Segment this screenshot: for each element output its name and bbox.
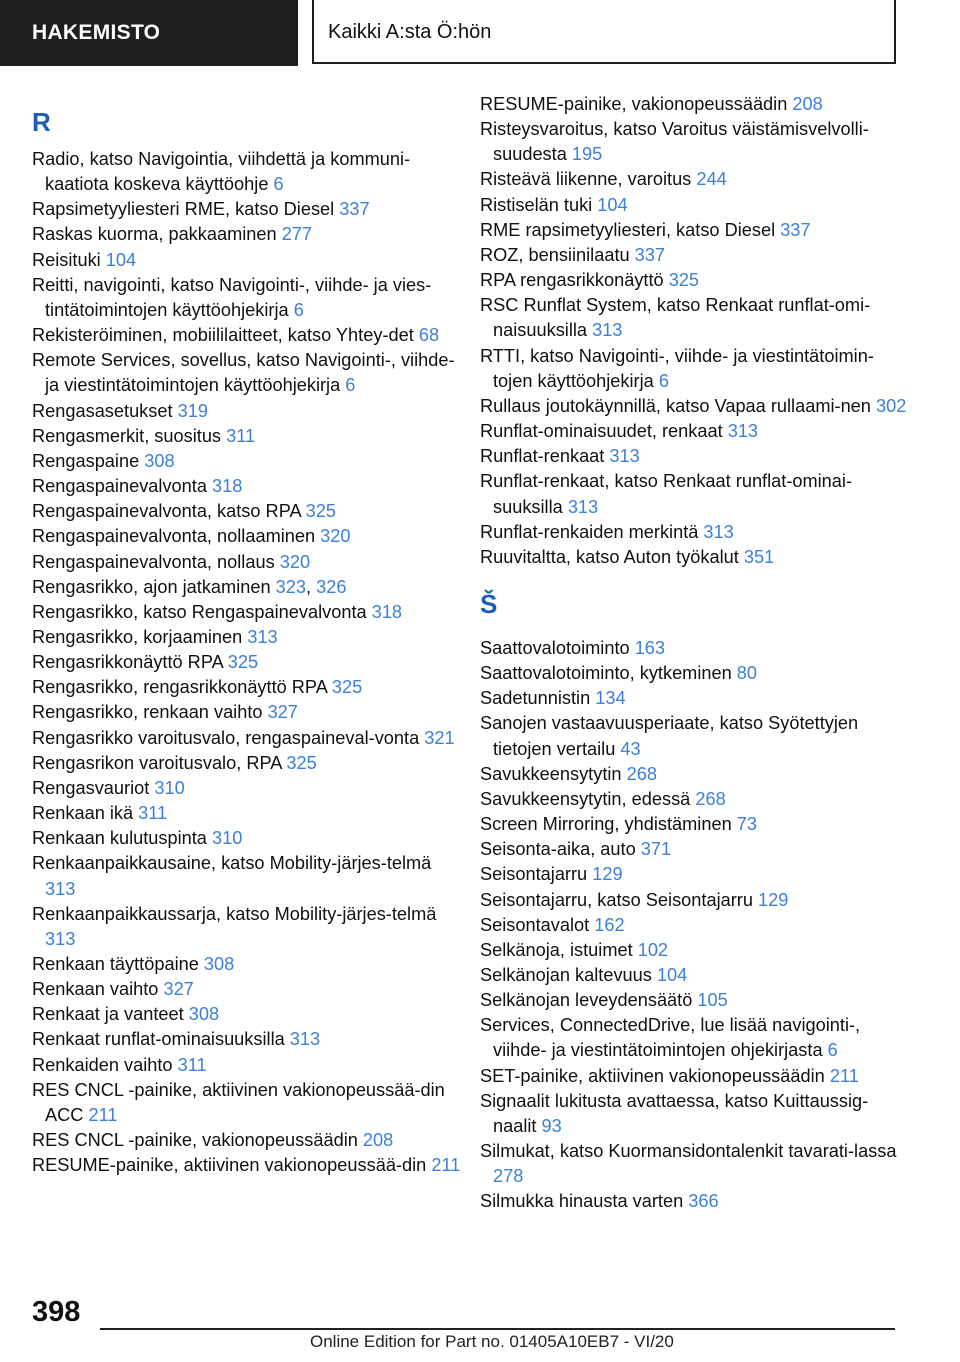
page-link[interactable]: 129: [758, 889, 789, 910]
page-link[interactable]: 366: [688, 1191, 719, 1212]
index-entry: [32, 323, 462, 348]
entry-text: Seisontajarru, katso Seisontajarru: [480, 889, 759, 910]
page-separator: ,: [306, 576, 317, 597]
page-link[interactable]: 371: [640, 839, 672, 860]
entry-text: Rengasrikko, korjaaminen: [32, 626, 248, 647]
entry-text: Savukkeensytytin, edessä: [480, 788, 696, 809]
index-entry: [480, 938, 910, 963]
index-column-left: [32, 92, 462, 1178]
entry-text: Rullaus joutokäynnillä, katso Vapaa rullaami-nen: [480, 395, 876, 416]
entry-text: Rengasrikko varoitusvalo, rengaspaineval-vonta: [32, 727, 425, 748]
entry-text: ROZ, bensiinilaatu: [480, 244, 635, 265]
page-link[interactable]: 6: [658, 370, 669, 391]
index-entry: [480, 520, 910, 545]
footer-divider: [100, 1328, 895, 1330]
index-entry: [32, 801, 462, 826]
entry-text: Ruuvitaltta, katso Auton työkalut: [480, 546, 744, 567]
entry-text: Sadetunnistin: [480, 688, 596, 709]
entry-text: Reisituki: [32, 249, 106, 270]
entry-text: RPA rengasrikkonäyttö: [480, 270, 669, 291]
entry-text: RSC Runflat System, katso Renkaat runflat-omi-naisuuksilla: [480, 295, 871, 341]
entry-text: Renkaat runflat-ominaisuuksilla: [32, 1029, 290, 1050]
entry-text: Runflat-renkaat, katso Renkaat runflat-ominai-suuksilla: [480, 471, 853, 517]
page-link[interactable]: 277: [281, 224, 313, 245]
page-link[interactable]: 313: [703, 521, 734, 542]
index-entry: [480, 293, 910, 343]
page-link[interactable]: 105: [697, 990, 728, 1011]
index-entry: [32, 550, 462, 575]
entry-text: Screen Mirroring, yhdistäminen: [480, 814, 737, 835]
entry-text: Seisontavalot: [480, 914, 595, 935]
entry-text: Renkaiden vaihto: [32, 1054, 178, 1075]
page-link[interactable]: 93: [541, 1115, 562, 1136]
index-entry: [32, 575, 462, 600]
index-entry: [32, 1053, 462, 1078]
index-entry: [480, 862, 910, 887]
page-link[interactable]: 325: [668, 270, 700, 291]
entry-text: Selkänoja, istuimet: [480, 939, 638, 960]
index-entry: [480, 92, 910, 117]
page-link[interactable]: 278: [493, 1166, 524, 1187]
page-link[interactable]: 208: [792, 94, 823, 114]
index-entry: [32, 1002, 462, 1027]
entry-text: Rengasvauriot: [32, 777, 155, 798]
page-link[interactable]: 211: [431, 1155, 461, 1176]
index-entry: [480, 218, 910, 243]
entry-text: Renkaan kulutuspinta: [32, 828, 212, 849]
index-entry: [32, 399, 462, 424]
entry-text: Rengaspainevalvonta, katso RPA: [32, 501, 306, 522]
entry-text: Remote Services, sovellus, katso Navigointi-, viihde- ja viestintätoimintojen käyttöohjekirja: [32, 350, 455, 396]
page-header: [0, 0, 960, 66]
entry-text: Rengasrikko, ajon jatkaminen: [32, 576, 276, 597]
index-entry: [480, 167, 910, 192]
page-link[interactable]: 325: [305, 501, 337, 522]
index-entry: [480, 812, 910, 837]
entry-text: Services, ConnectedDrive, lue lisää navigointi-, viihde- ja viestintätoimintojen ohjekirjasta: [480, 1015, 861, 1061]
index-entry: [480, 243, 910, 268]
index-entry: [32, 650, 462, 675]
page-link[interactable]: 102: [637, 939, 669, 960]
page-link[interactable]: 6: [827, 1040, 838, 1061]
entry-text: Seisontajarru: [480, 864, 593, 885]
page-number: 398: [32, 1296, 81, 1328]
index-entry: [32, 222, 462, 247]
index-entry: [32, 1128, 462, 1153]
entry-text: Savukkeensytytin: [480, 763, 627, 784]
index-entry: [32, 474, 462, 499]
entry-text: Rengaspainevalvonta, nollaus: [32, 551, 280, 572]
entry-text: Risteävä liikenne, varoitus: [480, 169, 697, 190]
entry-text: RES CNCL -painike, aktiivinen vakionopeussää-din ACC: [32, 1079, 445, 1125]
entry-text: RTTI, katso Navigointi-, viihde- ja viestintätoimin-tojen käyttöohjekirja: [480, 345, 874, 391]
entry-text: RME rapsimetyyliesteri, katso Diesel: [480, 219, 781, 240]
page-link[interactable]: 104: [105, 249, 137, 270]
index-entry: [480, 1064, 910, 1089]
entry-text: Rengasrikko, renkaan vaihto: [32, 702, 268, 723]
entry-text: Selkänojan leveydensäätö: [480, 990, 698, 1011]
page-link[interactable]: 320: [320, 526, 351, 547]
entry-text: Risteysvaroitus, katso Varoitus väistämisvelvolli-suudesta: [480, 119, 869, 165]
index-entry: [480, 636, 910, 661]
page-link[interactable]: 211: [88, 1104, 118, 1125]
page-link[interactable]: 325: [331, 677, 363, 698]
entry-text: Renkaat ja vanteet: [32, 1004, 189, 1025]
entry-text: Saattovalotoiminto, kytkeminen: [480, 663, 737, 684]
page-link[interactable]: 326: [316, 576, 347, 597]
index-entry: [32, 197, 462, 222]
page-link[interactable]: 313: [592, 320, 623, 341]
index-entry: [480, 117, 910, 167]
edition-note: Online Edition for Part no. 01405A10EB7 - VI/20: [310, 1332, 674, 1351]
page-link[interactable]: 325: [286, 752, 317, 773]
index-entry: [480, 545, 910, 570]
page-link[interactable]: 337: [339, 199, 370, 220]
index-entry: [32, 273, 462, 323]
index-entry: [480, 1189, 910, 1214]
entry-text: Rengasasetukset: [32, 400, 178, 421]
page-link[interactable]: 6: [273, 174, 284, 195]
page-link[interactable]: 68: [418, 325, 440, 346]
index-entry: [480, 444, 910, 469]
index-entry: [480, 394, 910, 419]
page-link[interactable]: 313: [727, 421, 759, 442]
index-entry: [32, 902, 462, 952]
page-link[interactable]: 325: [227, 652, 259, 673]
page-link[interactable]: 134: [595, 688, 626, 709]
entry-text: Rengaspaine: [32, 450, 145, 471]
index-entry: [32, 424, 462, 449]
index-entry: [480, 419, 910, 444]
page-link[interactable]: 313: [567, 496, 599, 517]
index-letter-s: Š: [480, 588, 498, 619]
entry-text: Silmukat, katso Kuormansidontalenkit tavarati-lassa: [480, 1141, 897, 1162]
page-link[interactable]: 319: [177, 400, 208, 421]
index-entry: [480, 1089, 910, 1139]
page-link[interactable]: 195: [571, 144, 603, 165]
page-link[interactable]: 6: [293, 299, 304, 320]
page-link[interactable]: 310: [154, 777, 185, 798]
section-subtitle[interactable]: Kaikki A:sta Ö:hön: [312, 0, 896, 64]
entry-text: Ristiselän tuki: [480, 194, 598, 215]
index-entry: [32, 751, 462, 776]
entry-text: Reitti, navigointi, katso Navigointi-, viihde- ja vies-tintätoimintojen käyttöohjekirja: [32, 274, 432, 320]
index-list-left: [32, 147, 462, 1178]
index-entry: [32, 826, 462, 851]
entry-text: Renkaanpaikkaussarja, katso Mobility-järjes-telmä: [32, 903, 437, 924]
index-entry: [32, 1078, 462, 1128]
page-link[interactable]: 302: [875, 395, 907, 416]
index-entry: [480, 469, 910, 519]
page-link[interactable]: 320: [279, 551, 311, 572]
entry-text: Rengasrikkonäyttö RPA: [32, 652, 228, 673]
index-list-right-r: [480, 92, 910, 570]
index-entry: [32, 675, 462, 700]
index-entry: [32, 952, 462, 977]
entry-text: Saattovalotoiminto: [480, 637, 635, 658]
page-link[interactable]: 313: [45, 878, 76, 899]
entry-text: Rapsimetyyliesteri RME, katso Diesel: [32, 199, 340, 220]
index-entry: [480, 988, 910, 1013]
index-entry: [32, 449, 462, 474]
index-entry: [480, 1013, 910, 1063]
section-tab[interactable]: HAKEMISTO: [0, 0, 298, 66]
page-link[interactable]: 327: [163, 979, 194, 1000]
index-entry: [480, 963, 910, 988]
page-link[interactable]: 104: [656, 965, 688, 985]
index-entry: [480, 837, 910, 862]
index-entry: [480, 913, 910, 938]
page-link[interactable]: 268: [626, 763, 657, 784]
page-link[interactable]: 313: [609, 446, 640, 467]
index-entry: [480, 711, 910, 761]
page-link[interactable]: 308: [203, 954, 235, 974]
index-entry: [480, 1139, 910, 1189]
page-link[interactable]: 313: [289, 1029, 321, 1050]
index-entry: [32, 147, 462, 197]
index-entry: [32, 348, 462, 398]
entry-text: Silmukka hinausta varten: [480, 1191, 689, 1212]
index-entry: [32, 248, 462, 273]
page-link[interactable]: 208: [362, 1130, 394, 1151]
entry-text: Rengasrikon varoitusvalo, RPA: [32, 752, 287, 773]
entry-text: Rekisteröiminen, mobiililaitteet, katso Yhtey-det: [32, 325, 419, 346]
entry-text: Renkaan ikä: [32, 803, 139, 824]
index-entry: [480, 888, 910, 913]
entry-text: Rengasrikko, katso Rengaspainevalvonta: [32, 601, 372, 622]
page-link[interactable]: 6: [345, 375, 356, 396]
page-link[interactable]: 318: [371, 601, 403, 622]
index-entry: [480, 661, 910, 686]
entry-text: Radio, katso Navigointia, viihdettä ja kommuni-kaatiota koskeva käyttöohje: [32, 149, 411, 195]
page-link[interactable]: 244: [696, 169, 727, 190]
index-entry: [32, 524, 462, 549]
index-letter-r: R: [32, 107, 51, 137]
index-entry: [480, 762, 910, 787]
page-link[interactable]: 311: [177, 1054, 207, 1075]
index-entry: [480, 193, 910, 218]
entry-text: Renkaan täyttöpaine: [32, 954, 204, 974]
index-entry: [32, 499, 462, 524]
page-link[interactable]: 73: [736, 814, 757, 835]
entry-text: RESUME-painike, vakionopeussäädin: [480, 94, 793, 114]
entry-text: Runflat-renkaiden merkintä: [480, 521, 704, 542]
entry-text: RES CNCL -painike, vakionopeussäädin: [32, 1130, 363, 1151]
index-entry: [480, 787, 910, 812]
entry-text: Signaalit lukitusta avattaessa, katso Kuittaussig-naalit: [480, 1090, 869, 1136]
page-link[interactable]: 327: [267, 702, 298, 723]
page-link[interactable]: 163: [634, 637, 666, 658]
page-link[interactable]: 211: [829, 1065, 859, 1086]
index-list-right-s: [480, 636, 910, 1215]
entry-text: Sanojen vastaavuusperiaate, katso Syötettyjen tietojen vertailu: [480, 713, 859, 759]
entry-text: Runflat-renkaat: [480, 446, 610, 467]
index-entry: [32, 776, 462, 801]
page-link[interactable]: 337: [634, 244, 666, 265]
entry-text: Runflat-ominaisuudet, renkaat: [480, 421, 728, 442]
entry-text: SET-painike, aktiivinen vakionopeussäädin: [480, 1065, 830, 1086]
entry-text: Renkaanpaikkausaine, katso Mobility-järjes-telmä: [32, 853, 432, 874]
index-entry: [480, 344, 910, 394]
page-link[interactable]: 318: [211, 476, 243, 497]
entry-text: Rengasrikko, rengasrikkonäyttö RPA: [32, 677, 332, 698]
index-entry: [480, 268, 910, 293]
page-link[interactable]: 43: [620, 738, 641, 759]
page-link[interactable]: 308: [188, 1004, 220, 1025]
index-entry: [32, 1153, 462, 1178]
page-link[interactable]: 80: [736, 663, 758, 684]
page-link[interactable]: 162: [594, 914, 625, 935]
page-link[interactable]: 311: [138, 803, 168, 824]
index-entry: [32, 1027, 462, 1052]
entry-text: Rengaspainevalvonta: [32, 476, 212, 497]
index-entry: [32, 851, 462, 901]
page-link[interactable]: 321: [424, 727, 455, 748]
page-link[interactable]: 337: [780, 219, 811, 240]
page-link[interactable]: 308: [144, 450, 175, 471]
page-link[interactable]: 310: [211, 828, 243, 849]
page-link[interactable]: 323: [275, 576, 306, 597]
index-entry: [480, 686, 910, 711]
entry-text: Rengasmerkit, suositus: [32, 425, 227, 446]
entry-text: Rengaspainevalvonta, nollaaminen: [32, 526, 321, 547]
index-entry: [32, 625, 462, 650]
entry-text: Renkaan vaihto: [32, 979, 164, 1000]
entry-text: RESUME-painike, aktiivinen vakionopeussää-din: [32, 1155, 432, 1176]
page-link[interactable]: 351: [743, 546, 775, 567]
entry-text: Seisonta-aika, auto: [480, 839, 641, 860]
page-link[interactable]: 129: [592, 864, 623, 885]
index-entry: [32, 600, 462, 625]
page-link[interactable]: 104: [597, 194, 628, 215]
entry-text: Selkänojan kaltevuus: [480, 965, 657, 985]
index-entry: [32, 700, 462, 725]
entry-text: Raskas kuorma, pakkaaminen: [32, 224, 282, 245]
index-entry: [32, 726, 462, 751]
index-entry: [32, 977, 462, 1002]
page-link[interactable]: 313: [247, 626, 278, 647]
page-link[interactable]: 268: [695, 788, 726, 809]
page-link[interactable]: 311: [226, 425, 256, 446]
page-link[interactable]: 313: [45, 928, 76, 949]
index-column-right: [480, 92, 910, 1215]
